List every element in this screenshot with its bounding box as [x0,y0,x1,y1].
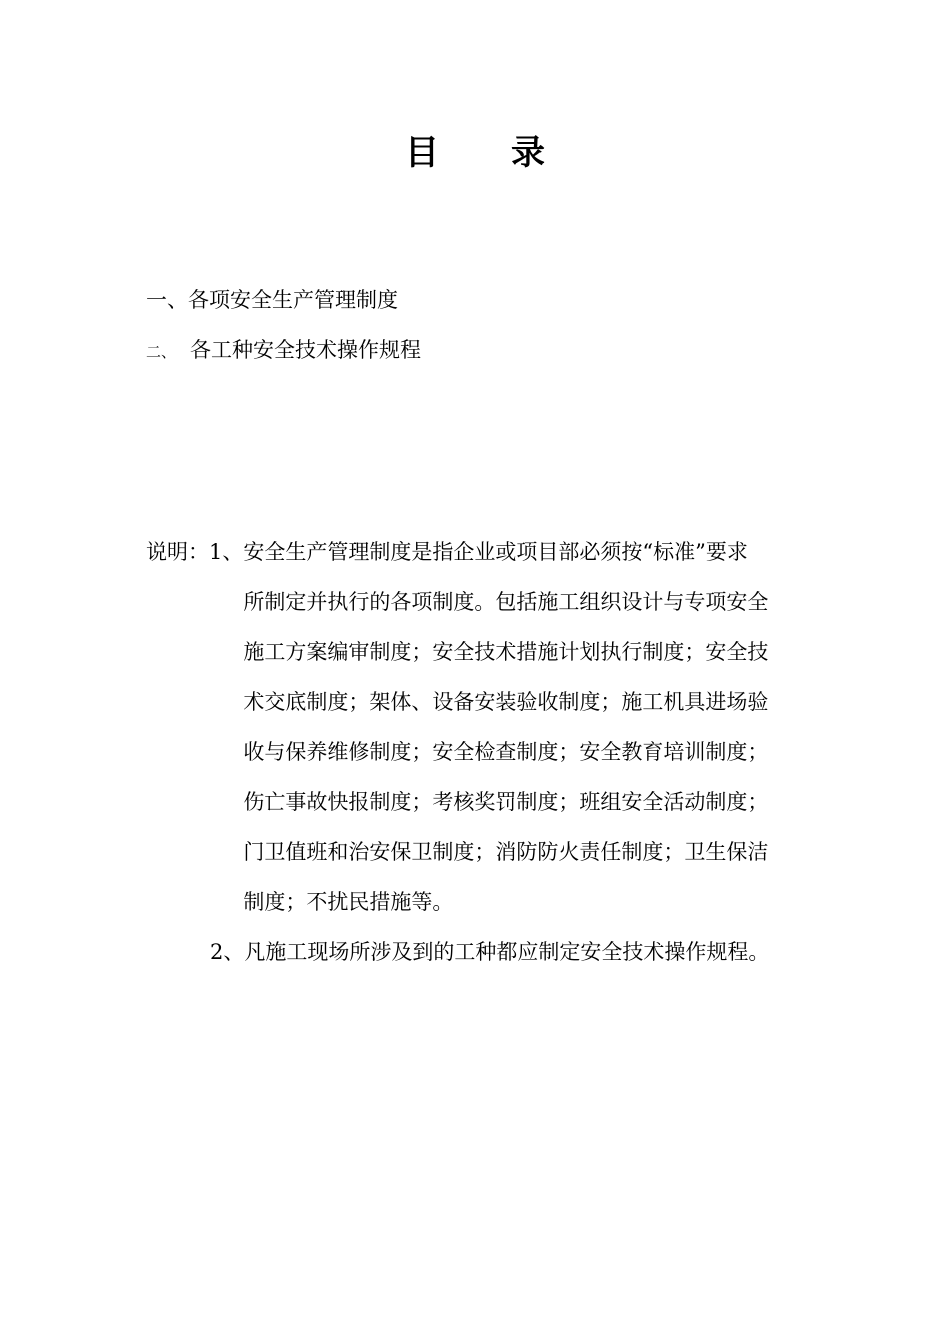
note-line: 施工方案编审制度；安全技术措施计划执行制度；安全技 [243,640,769,664]
toc-item-number: 二、 [146,343,177,361]
note-line: 安全生产管理制度是指企业或项目部必须按“标准”要求 [243,540,748,564]
toc-item-1[interactable] [146,282,846,332]
table-of-contents [146,282,846,382]
page-title [0,128,950,178]
note-number: 1、 [209,540,244,564]
notes-label: 说明： [146,540,209,564]
notes-section [146,527,810,977]
note-line: 制度；不扰民措施等。 [243,890,454,914]
toc-item-2[interactable] [146,332,846,382]
toc-item-label: 各项安全生产管理制度 [188,288,398,312]
note-line: 门卫值班和治安保卫制度；消防防火责任制度；卫生保洁 [243,840,769,864]
toc-item-number: 一、 [146,288,188,312]
note-number: 2、 [210,940,245,964]
toc-item-label: 各工种安全技术操作规程 [190,338,421,362]
title-char-1: 目 [405,133,439,173]
note-body [243,527,810,927]
note-item-2 [146,927,810,977]
note-text: 凡施工现场所涉及到的工种都应制定安全技术操作规程。 [244,940,770,964]
note-line: 伤亡事故快报制度；考核奖罚制度；班组安全活动制度； [243,790,769,814]
note-line: 收与保养维修制度；安全检查制度；安全教育培训制度； [243,740,769,764]
title-char-2: 录 [511,133,545,173]
note-line: 所制定并执行的各项制度。包括施工组织设计与专项安全 [243,590,769,614]
note-line: 术交底制度；架体、设备安装验收制度；施工机具进场验 [243,690,769,714]
note-item-1 [146,527,810,927]
